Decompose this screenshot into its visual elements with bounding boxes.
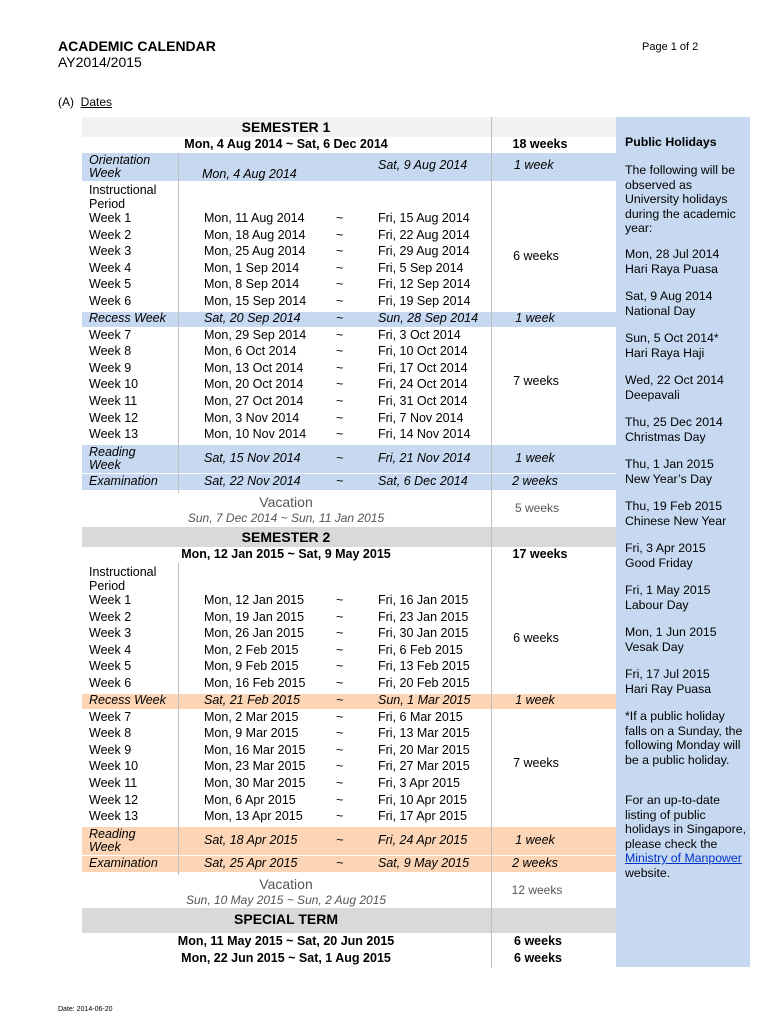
sem1-b-row [82, 411, 616, 427]
reading-week-label-2: Week [89, 839, 121, 854]
sem1-a-week-label: Week 5 [89, 277, 132, 292]
page-number: Page 1 of 2 [642, 41, 699, 53]
instructional-label-row [82, 181, 616, 211]
sem2-a-week-start: Mon, 12 Jan 2015 [204, 593, 305, 607]
vacation-row: Vacation Sun, 10 May 2015 ~ Sun, 2 Aug 2015 12 weeks [185, 875, 563, 907]
sem2-a-week-label: Week 5 [89, 659, 132, 674]
sem2-b-week-start: Mon, 30 Mar 2015 [204, 776, 306, 790]
duration-a: 6 weeks [513, 631, 559, 645]
reading-week-start: Sat, 15 Nov 2014 [204, 450, 301, 465]
holiday-date: Sat, 9 Aug 2014 [625, 289, 713, 303]
holiday-date: Wed, 22 Oct 2014 [625, 373, 724, 387]
sem2-a-week-end: Fri, 30 Jan 2015 [378, 626, 469, 641]
instructional-label: Instructional [89, 565, 157, 579]
sem1-a-week-start: Mon, 11 Aug 2014 [204, 211, 305, 225]
sem1-a-week-start: Mon, 15 Sep 2014 [204, 294, 307, 308]
section-label: (A) [58, 95, 74, 109]
special-term-row: Mon, 22 Jun 2015 ~ Sat, 1 Aug 2015 6 weeks [181, 951, 562, 965]
vacation-row: Vacation Sun, 7 Dec 2014 ~ Sun, 11 Jan 2015 5 weeks [187, 493, 560, 525]
holiday-more-info: For an up-to-date listing of public holidays in Singapore, please check the Ministry of Manpower website. [625, 793, 746, 880]
duration-b: 7 weeks [513, 755, 559, 770]
sem2-a-row [82, 610, 616, 626]
orientation-label: Orientation [89, 153, 151, 167]
sem2-b-week-label: Week 12 [89, 792, 139, 807]
sem2-b-week-end: Fri, 17 Apr 2015 [378, 809, 467, 824]
holiday-name: Labour Day [625, 597, 689, 612]
sem2-b-row [82, 776, 616, 792]
orientation-duration: 1 week [514, 158, 554, 172]
range-separator: ~ [336, 676, 344, 690]
holiday-date: Thu, 19 Feb 2015 [625, 499, 723, 513]
examination-row: Examination Sat, 25 Apr 2015 ~ Sat, 9 May 2015 2 weeks [82, 856, 616, 872]
holiday-item [625, 583, 749, 612]
semester-range-row: Mon, 4 Aug 2014 ~ Sat, 6 Dec 2014 18 weeks [184, 137, 568, 151]
examination-end: Sat, 9 May 2015 [378, 855, 470, 870]
sem2-a-row [82, 676, 616, 692]
sem2-a-week-start: Mon, 26 Jan 2015 [204, 626, 305, 641]
reading-week-label: Reading [89, 826, 136, 841]
holidays-intro: The following will be observed as University holidays during the academic year: [625, 163, 736, 235]
sem1-b-week-end: Fri, 31 Oct 2014 [378, 394, 468, 408]
document-title: ACADEMIC CALENDAR [58, 38, 216, 54]
range-separator: ~ [336, 809, 344, 824]
range-separator: ~ [336, 227, 344, 242]
sem1-a-week-start: Mon, 18 Aug 2014 [204, 227, 306, 242]
sem2-a-week-start: Mon, 2 Feb 2015 [204, 642, 299, 657]
sem2-a-week-start: Mon, 9 Feb 2015 [204, 659, 299, 674]
range-separator: ~ [336, 473, 344, 488]
holiday-name: Deepavali [625, 387, 680, 402]
sem2-a-week-label: Week 4 [89, 642, 132, 657]
recess-label: Recess Week [89, 692, 166, 707]
holiday-item [625, 457, 749, 486]
sem1-b-week-start: Mon, 29 Sep 2014 [204, 327, 307, 342]
sem1-a-week-end: Fri, 29 Aug 2014 [378, 244, 470, 259]
sem2-a-week-start: Mon, 16 Feb 2015 [204, 676, 306, 690]
holiday-name: Hari Raya Haji [625, 345, 705, 360]
holiday-item [625, 373, 749, 402]
recess-start: Sat, 21 Feb 2015 [204, 692, 300, 707]
sem2-a-row [82, 593, 616, 609]
sem2-b-week-label: Week 8 [89, 726, 132, 741]
sem1-a-week-label: Week 2 [89, 227, 132, 242]
sem1-a-week-start: Mon, 1 Sep 2014 [204, 260, 300, 275]
range-separator: ~ [336, 832, 344, 847]
sem2-b-week-end: Fri, 6 Mar 2015 [378, 709, 463, 724]
sem1-b-week-label: Week 10 [89, 377, 139, 392]
examination-end: Sat, 6 Dec 2014 [378, 473, 468, 488]
sem2-a-row [82, 659, 616, 675]
sem2-a-week-end: Fri, 20 Feb 2015 [378, 676, 470, 690]
sem2-b-week-end: Fri, 27 Mar 2015 [378, 759, 470, 774]
sem2-a-week-label: Week 6 [89, 676, 132, 690]
sem1-a-row [82, 228, 616, 244]
reading-week-end: Fri, 24 Apr 2015 [378, 832, 468, 847]
holiday-date: Fri, 17 Jul 2015 [625, 667, 710, 681]
holiday-name: Christmas Day [625, 429, 706, 444]
holiday-date: Mon, 1 Jun 2015 [625, 625, 717, 639]
sem2-b-week-end: Fri, 13 Mar 2015 [378, 726, 470, 741]
sem1-a-week-label: Week 4 [89, 260, 132, 275]
range-separator: ~ [336, 211, 344, 225]
orientation-label-2: Week [89, 166, 121, 180]
sem1-a-week-label: Week 3 [89, 244, 132, 259]
sem2-b-week-start: Mon, 13 Apr 2015 [204, 809, 303, 824]
semester-range-row: Mon, 12 Jan 2015 ~ Sat, 9 May 2015 17 weeks [181, 547, 568, 561]
sem2-b-row [82, 710, 616, 726]
holiday-name: New Year’s Day [625, 471, 713, 486]
range-separator: ~ [336, 642, 344, 657]
sem2-b-week-start: Mon, 6 Apr 2015 [204, 792, 296, 807]
range-separator: ~ [336, 709, 344, 724]
reading-week-label: Reading [89, 444, 136, 459]
holiday-name: Hari Ray Puasa [625, 681, 712, 696]
sem1-a-row [82, 211, 616, 227]
sem1-a-week-end: Fri, 19 Sep 2014 [378, 294, 471, 308]
section-heading [58, 95, 112, 109]
sem2-b-week-start: Mon, 2 Mar 2015 [204, 709, 299, 724]
range-separator: ~ [336, 344, 344, 359]
sem2-a-week-start: Mon, 19 Jan 2015 [204, 609, 305, 624]
sem2-a-week-label: Week 3 [89, 626, 132, 641]
sem1-b-week-label: Week 8 [89, 344, 132, 359]
sem1-b-row [82, 427, 616, 443]
examination-label: Examination [89, 855, 158, 870]
range-separator: ~ [336, 377, 344, 392]
sem1-b-week-label: Week 9 [89, 360, 132, 375]
range-separator: ~ [336, 626, 344, 641]
range-separator: ~ [336, 855, 344, 870]
sem2-b-week-label: Week 10 [89, 759, 139, 774]
range-separator: ~ [336, 776, 344, 790]
range-separator: ~ [336, 427, 344, 442]
recess-row: Recess Week Sat, 21 Feb 2015 ~ Sun, 1 Mar 2015 1 week [82, 694, 616, 709]
reading-week-end: Fri, 21 Nov 2014 [378, 450, 471, 465]
holiday-item [625, 415, 749, 444]
sem1-b-week-label: Week 11 [89, 394, 138, 408]
duration-a: 6 weeks [513, 249, 559, 263]
document-date: Date: 2014-06-20 [58, 1006, 113, 1013]
holiday-date: Thu, 1 Jan 2015 [625, 457, 714, 471]
sem1-b-week-start: Mon, 20 Oct 2014 [204, 377, 304, 392]
sem2-b-week-start: Mon, 23 Mar 2015 [204, 759, 306, 774]
sem2-b-week-label: Week 7 [89, 709, 132, 724]
public-holidays-panel [616, 117, 750, 967]
sem1-a-week-label: Week 6 [89, 294, 132, 308]
sem2-b-week-label: Week 13 [89, 809, 139, 824]
holidays-title: Public Holidays [625, 135, 717, 149]
range-separator: ~ [336, 742, 344, 757]
examination-start: Sat, 25 Apr 2015 [204, 855, 298, 870]
recess-end: Sun, 28 Sep 2014 [378, 310, 479, 325]
sem2-a-week-end: Fri, 16 Jan 2015 [378, 593, 469, 607]
range-separator: ~ [336, 244, 344, 259]
sem1-a-week-end: Fri, 15 Aug 2014 [378, 211, 470, 225]
reading-week-label-2: Week [89, 457, 121, 472]
sem2-b-week-end: Fri, 20 Mar 2015 [378, 742, 470, 757]
instructional-label-row [82, 563, 616, 593]
sem1-a-week-end: Fri, 12 Sep 2014 [378, 277, 471, 292]
holiday-date: Thu, 25 Dec 2014 [625, 415, 723, 429]
holiday-item [625, 667, 749, 696]
special-term-row: Mon, 11 May 2015 ~ Sat, 20 Jun 2015 6 weeks [177, 934, 562, 948]
holiday-name: Chinese New Year [625, 513, 727, 528]
sem2-a-week-label: Week 2 [89, 609, 132, 624]
examination-start: Sat, 22 Nov 2014 [204, 473, 301, 488]
sem2-b-week-end: Fri, 3 Apr 2015 [378, 776, 460, 790]
instructional-label-2: Period [89, 579, 126, 593]
sem1-a-week-end: Fri, 22 Aug 2014 [378, 227, 470, 242]
holiday-item [625, 499, 749, 528]
holiday-item [625, 247, 749, 276]
sem1-b-week-end: Fri, 14 Nov 2014 [378, 427, 471, 442]
orientation-start: Mon, 4 Aug 2014 [202, 167, 297, 181]
recess-end: Sun, 1 Mar 2015 [378, 692, 471, 707]
recess-start: Sat, 20 Sep 2014 [204, 310, 301, 325]
ministry-of-manpower-link[interactable]: Ministry of Manpower [625, 851, 742, 865]
sem1-a-row [82, 277, 616, 293]
sem2-b-week-start: Mon, 16 Mar 2015 [204, 742, 306, 757]
sem1-b-week-start: Mon, 3 Nov 2014 [204, 410, 300, 425]
sem1-b-week-label: Week 7 [89, 327, 132, 342]
sem1-b-week-end: Fri, 7 Nov 2014 [378, 410, 464, 425]
holiday-name: Good Friday [625, 555, 693, 570]
holiday-date: Sun, 5 Oct 2014* [625, 331, 719, 345]
academic-year: AY2014/2015 [58, 54, 142, 70]
holiday-note: *If a public holiday falls on a Sunday, the following Monday will be a public holiday. [625, 709, 743, 767]
sem1-a-week-end: Fri, 5 Sep 2014 [378, 260, 464, 275]
range-separator: ~ [336, 260, 344, 275]
sem1-b-week-label: Week 13 [89, 427, 139, 442]
sem2-b-row [82, 726, 616, 742]
range-separator: ~ [336, 294, 344, 308]
range-separator: ~ [336, 759, 344, 774]
range-separator: ~ [336, 450, 344, 465]
sem1-b-row [82, 328, 616, 344]
sem1-b-week-start: Mon, 10 Nov 2014 [204, 427, 307, 442]
sem1-b-week-start: Mon, 27 Oct 2014 [204, 394, 304, 408]
sem2-b-week-label: Week 9 [89, 742, 132, 757]
holiday-name: National Day [625, 303, 696, 318]
sem1-a-week-label: Week 1 [89, 211, 132, 225]
sem2-b-week-end: Fri, 10 Apr 2015 [378, 792, 467, 807]
duration-b: 7 weeks [513, 373, 559, 388]
range-separator: ~ [336, 394, 344, 408]
reading-week-row: Reading Week Sat, 15 Nov 2014 ~ Fri, 21 Nov 2014 1 week [82, 445, 616, 473]
range-separator: ~ [336, 659, 344, 674]
sem1-b-week-label: Week 12 [89, 410, 139, 425]
holiday-date: Fri, 1 May 2015 [625, 583, 711, 597]
range-separator: ~ [336, 792, 344, 807]
sem1-b-row [82, 344, 616, 360]
range-separator: ~ [336, 360, 344, 375]
reading-week-row: Reading Week Sat, 18 Apr 2015 ~ Fri, 24 Apr 2015 1 week [82, 827, 616, 855]
examination-row: Examination Sat, 22 Nov 2014 ~ Sat, 6 Dec 2014 2 weeks [82, 474, 616, 490]
sem1-a-row [82, 294, 616, 310]
range-separator: ~ [336, 327, 344, 342]
semester-title-row: SEMESTER 2 [82, 527, 616, 547]
sem1-b-week-start: Mon, 6 Oct 2014 [204, 344, 297, 359]
holiday-date: Mon, 28 Jul 2014 [625, 247, 720, 261]
range-separator: ~ [336, 310, 344, 325]
sem2-b-row [82, 809, 616, 825]
holiday-name: Hari Raya Puasa [625, 261, 718, 276]
holiday-item [625, 289, 749, 318]
section-name: Dates [80, 95, 113, 109]
examination-label: Examination [89, 473, 158, 488]
sem2-b-week-start: Mon, 9 Mar 2015 [204, 726, 299, 741]
orientation-row [82, 153, 616, 181]
holiday-item [625, 625, 749, 654]
sem1-a-week-start: Mon, 8 Sep 2014 [204, 277, 300, 292]
recess-row: Recess Week Sat, 20 Sep 2014 ~ Sun, 28 Sep 2014 1 week [82, 312, 616, 327]
orientation-end: Sat, 9 Aug 2014 [378, 158, 468, 172]
holiday-item [625, 331, 749, 360]
semester-title-row: SEMESTER 1 [82, 117, 616, 137]
sem1-b-week-end: Fri, 24 Oct 2014 [378, 377, 468, 392]
holiday-name: Vesak Day [625, 639, 684, 654]
instructional-label: Instructional [89, 183, 157, 197]
holiday-date: Fri, 3 Apr 2015 [625, 541, 706, 555]
sem2-a-week-end: Fri, 13 Feb 2015 [378, 659, 470, 674]
range-separator: ~ [336, 410, 344, 425]
sem2-a-week-end: Fri, 23 Jan 2015 [378, 609, 469, 624]
range-separator: ~ [336, 593, 344, 607]
special-term-title-row: SPECIAL TERM [82, 908, 616, 933]
sem1-b-week-end: Fri, 17 Oct 2014 [378, 360, 468, 375]
sem1-b-week-start: Mon, 13 Oct 2014 [204, 360, 304, 375]
recess-label: Recess Week [89, 310, 166, 325]
sem2-b-week-label: Week 11 [89, 776, 138, 790]
range-separator: ~ [336, 277, 344, 292]
range-separator: ~ [336, 726, 344, 741]
sem1-b-row [82, 394, 616, 410]
reading-week-start: Sat, 18 Apr 2015 [204, 832, 298, 847]
sem2-a-week-end: Fri, 6 Feb 2015 [378, 642, 463, 657]
sem1-a-week-start: Mon, 25 Aug 2014 [204, 244, 306, 259]
range-separator: ~ [336, 609, 344, 624]
range-separator: ~ [336, 692, 344, 707]
sem2-b-row [82, 793, 616, 809]
sem1-b-week-end: Fri, 10 Oct 2014 [378, 344, 468, 359]
sem2-a-week-label: Week 1 [89, 593, 132, 607]
sem1-b-week-end: Fri, 3 Oct 2014 [378, 327, 461, 342]
holiday-item [625, 541, 749, 570]
instructional-label-2: Period [89, 197, 126, 211]
